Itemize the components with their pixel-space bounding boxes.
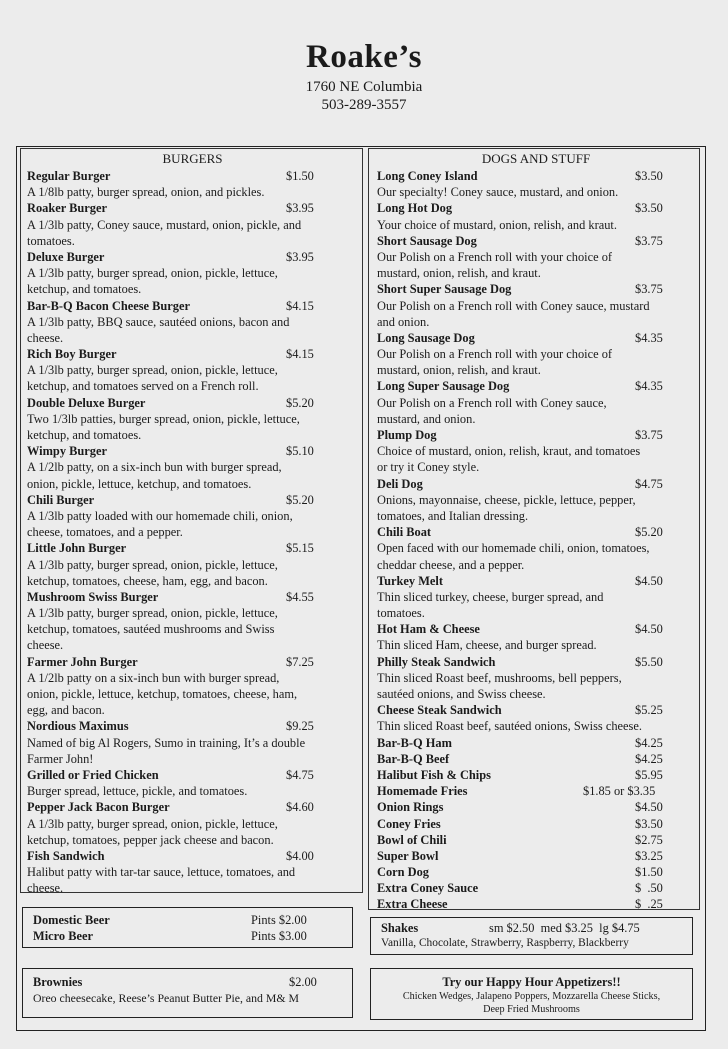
menu-item-name: Bowl of Chili bbox=[377, 832, 447, 847]
menu-item-description: Burger spread, lettuce, pickle, and tomatoes. bbox=[27, 784, 248, 799]
menu-item-header bbox=[27, 654, 358, 670]
menu-item-price: $4.25 bbox=[635, 751, 663, 766]
menu-item-price: $3.75 bbox=[635, 233, 663, 248]
menu-item-name: Short Sausage Dog bbox=[377, 233, 477, 248]
menu-item-header bbox=[27, 249, 358, 265]
menu-item bbox=[377, 735, 695, 751]
menu-item-name: Fish Sandwich bbox=[27, 848, 105, 863]
menu-item-description: Named of big Al Rogers, Sumo in training, It’s a double bbox=[27, 735, 306, 750]
menu-item-price: $3.95 bbox=[286, 201, 314, 216]
restaurant-phone: 503-289-3557 bbox=[321, 97, 407, 113]
menu-item-header bbox=[377, 735, 695, 751]
menu-item-description: Two 1/3lb patties, burger spread, onion, pickle, lettuce, bbox=[27, 411, 300, 426]
menu-item-price: $4.00 bbox=[286, 848, 314, 863]
menu-item bbox=[27, 443, 358, 492]
menu-item-name: Short Super Sausage Dog bbox=[377, 282, 512, 297]
menu-item bbox=[377, 799, 695, 815]
menu-item-name: Extra Cheese bbox=[377, 897, 448, 912]
menu-item-description: A 1/2lb patty on a six-inch bun with burger spread, bbox=[27, 670, 280, 685]
menu-item-name: Farmer John Burger bbox=[27, 654, 138, 669]
menu-item-description: tomatoes. bbox=[377, 606, 425, 621]
micro-beer-row bbox=[33, 928, 342, 944]
menu-item-header bbox=[377, 848, 695, 864]
menu-item-description: cheese, tomatoes, and a pepper. bbox=[27, 525, 183, 540]
dogs-section bbox=[368, 148, 700, 910]
menu-item-header bbox=[27, 200, 358, 216]
menu-item bbox=[377, 880, 695, 896]
menu-item bbox=[27, 799, 358, 848]
burgers-section bbox=[20, 148, 363, 896]
shakes-flavors: Vanilla, Chocolate, Strawberry, Raspberry, Blackberry bbox=[381, 937, 629, 949]
happy-hour-box bbox=[370, 968, 693, 1020]
menu-item-price: $5.10 bbox=[286, 444, 314, 459]
menu-item-description: Thin sliced Roast beef, sautéed onions, Swiss cheese. bbox=[377, 719, 642, 734]
menu-item-price: $9.25 bbox=[286, 719, 314, 734]
restaurant-name: Roake’s bbox=[306, 39, 422, 75]
menu-item-price: $4.35 bbox=[635, 379, 663, 394]
menu-item-price: $1.85 or $3.35 bbox=[583, 784, 656, 799]
menu-item-price: $5.20 bbox=[635, 525, 663, 540]
menu-item-price: $5.95 bbox=[635, 767, 663, 782]
menu-item-header bbox=[377, 799, 695, 815]
menu-item-description: A 1/3lb patty, burger spread, onion, pickle, lettuce, bbox=[27, 363, 278, 378]
menu-item-price: $5.25 bbox=[635, 703, 663, 718]
menu-item-header bbox=[27, 540, 358, 556]
menu-item-name: Onion Rings bbox=[377, 800, 444, 815]
menu-item-description: ketchup, and tomatoes served on a French roll. bbox=[27, 379, 259, 394]
menu-item-header bbox=[377, 654, 695, 670]
menu-item-price: $4.50 bbox=[635, 622, 663, 637]
menu-item bbox=[377, 864, 695, 880]
menu-item-header bbox=[27, 848, 358, 864]
menu-item-price: $5.50 bbox=[635, 654, 663, 669]
menu-item-description: mustard, and onion. bbox=[377, 411, 476, 426]
menu-item bbox=[27, 492, 358, 541]
menu-item-description: Onions, mayonnaise, cheese, pickle, lettuce, pepper, bbox=[377, 492, 636, 507]
menu-item-name: Double Deluxe Burger bbox=[27, 395, 146, 410]
menu-item bbox=[27, 346, 358, 395]
menu-item-name: Long Sausage Dog bbox=[377, 330, 475, 345]
menu-item-price: $ .50 bbox=[635, 881, 663, 896]
menu-item-description: A 1/2lb patty, on a six-inch bun with burger spread, bbox=[27, 460, 282, 475]
restaurant-address: 1760 NE Columbia bbox=[305, 79, 423, 95]
menu-item-header bbox=[377, 427, 695, 443]
happy-hour-line1: Chicken Wedges, Jalapeno Poppers, Mozzarella Cheese Sticks, bbox=[402, 991, 661, 1002]
menu-item-description: Halibut patty with tar-tar sauce, lettuce, tomatoes, and bbox=[27, 865, 296, 880]
brownies-price: $2.00 bbox=[289, 975, 317, 989]
menu-item-price: $4.50 bbox=[635, 800, 663, 815]
menu-item-name: Bar-B-Q Bacon Cheese Burger bbox=[27, 298, 191, 313]
menu-item bbox=[377, 233, 695, 282]
menu-item-description: A 1/8lb patty, burger spread, onion, and pickles. bbox=[27, 185, 265, 200]
menu-item-description: onion, pickle, lettuce, ketchup, and tomatoes. bbox=[27, 476, 252, 491]
brownies-label: Brownies bbox=[33, 975, 83, 989]
shakes-prices: sm $2.50 med $3.25 lg $4.75 bbox=[489, 921, 640, 935]
menu-item-description: A 1/3lb patty, Coney sauce, mustard, onion, pickle, and bbox=[27, 217, 302, 232]
menu-item-price: $5.20 bbox=[286, 395, 314, 410]
menu-item-price: $4.60 bbox=[286, 800, 314, 815]
menu-item-description: Our Polish on a French roll with Coney sauce, mustard bbox=[377, 298, 650, 313]
menu-item-header bbox=[377, 767, 695, 783]
menu-item-name: Super Bowl bbox=[377, 848, 439, 863]
menu-item bbox=[27, 395, 358, 444]
brownies-row bbox=[33, 974, 342, 990]
menu-item-price: $3.75 bbox=[635, 282, 663, 297]
menu-item-name: Long Super Sausage Dog bbox=[377, 379, 510, 394]
menu-item-header bbox=[377, 832, 695, 848]
menu-item-description: Thin sliced Roast beef, mushrooms, bell peppers, bbox=[377, 670, 622, 685]
menu-item-name: Pepper Jack Bacon Burger bbox=[27, 800, 170, 815]
micro-beer-name: Micro Beer bbox=[33, 929, 93, 944]
menu-item-description: Thin sliced Ham, cheese, and burger spread. bbox=[377, 638, 597, 653]
menu-item-name: Grilled or Fried Chicken bbox=[27, 767, 159, 782]
menu-item-price: $3.50 bbox=[635, 201, 663, 216]
menu-item bbox=[377, 621, 695, 653]
menu-item-description: Our Polish on a French roll with your choice of bbox=[377, 249, 613, 264]
menu-item-description: Open faced with our homemade chili, onion, tomatoes, bbox=[377, 541, 650, 556]
menu-item bbox=[377, 281, 695, 330]
menu-item-description: mustard, onion, relish, and kraut. bbox=[377, 266, 541, 281]
menu-item-price: $4.75 bbox=[635, 476, 663, 491]
menu-item bbox=[377, 168, 695, 200]
menu-item-description: cheese. bbox=[27, 881, 64, 896]
happy-hour-title: Try our Happy Hour Appetizers!! bbox=[442, 975, 621, 989]
menu-item-header bbox=[27, 298, 358, 314]
menu-item-price: $7.25 bbox=[286, 654, 314, 669]
dogs-list bbox=[377, 168, 695, 913]
menu-item-description: A 1/3lb patty, burger spread, onion, pickle, lettuce, bbox=[27, 606, 278, 621]
menu-item-name: Chili Boat bbox=[377, 525, 432, 540]
menu-item-header bbox=[27, 168, 358, 184]
menu-item-price: $4.55 bbox=[286, 589, 314, 604]
menu-item-header bbox=[27, 346, 358, 362]
menu-item-header bbox=[377, 524, 695, 540]
menu-item bbox=[377, 330, 695, 379]
menu-item-description: onion, pickle, lettuce, ketchup, tomatoes, cheese, ham, bbox=[27, 687, 298, 701]
menu-item-price: $4.50 bbox=[635, 573, 663, 588]
menu-item-header bbox=[377, 281, 695, 297]
menu-item-name: Regular Burger bbox=[27, 169, 111, 183]
menu-item-header bbox=[377, 573, 695, 589]
menu-item-header bbox=[377, 378, 695, 394]
menu-item-header bbox=[377, 200, 695, 216]
menu-item-price: $4.25 bbox=[635, 735, 663, 750]
menu-item-price: $4.15 bbox=[286, 347, 314, 362]
menu-item-name: Deluxe Burger bbox=[27, 249, 105, 264]
menu-item bbox=[377, 767, 695, 783]
menu-item bbox=[377, 200, 695, 232]
menu-item-description: cheese. bbox=[27, 330, 64, 345]
menu-item-price: $5.15 bbox=[286, 541, 314, 556]
menu-item-name: Extra Coney Sauce bbox=[377, 881, 479, 896]
menu-item-description: A 1/3lb patty, burger spread, onion, pickle, lettuce, bbox=[27, 816, 278, 831]
menu-item bbox=[377, 848, 695, 864]
menu-item-price: $3.50 bbox=[635, 816, 663, 831]
menu-item bbox=[27, 589, 358, 654]
menu-item-description: ketchup, tomatoes, pepper jack cheese and bacon. bbox=[27, 832, 274, 847]
menu-item bbox=[27, 298, 358, 347]
menu-item-description: ketchup, tomatoes, sautéed mushrooms and Swiss bbox=[27, 622, 275, 637]
menu-item bbox=[377, 896, 695, 912]
menu-item-header bbox=[377, 896, 695, 912]
menu-item-price: $4.75 bbox=[286, 767, 314, 782]
menu-item-header bbox=[27, 589, 358, 605]
menu-item-header bbox=[27, 767, 358, 783]
menu-item-header bbox=[377, 702, 695, 718]
menu-item-description: A 1/3lb patty, BBQ sauce, sautéed onions, bacon and bbox=[27, 314, 290, 329]
menu-item-header bbox=[27, 799, 358, 815]
menu-item bbox=[377, 378, 695, 427]
menu-item bbox=[27, 249, 358, 298]
menu-item-description: Choice of mustard, onion, relish, kraut, and tomatoes bbox=[377, 444, 641, 459]
menu-item-price: $3.25 bbox=[635, 848, 663, 863]
menu-item-description: Thin sliced turkey, cheese, burger spread, and bbox=[377, 589, 604, 604]
menu-item-header bbox=[377, 816, 695, 832]
menu-item-header bbox=[377, 864, 695, 880]
menu-item-description: Our Polish on a French roll with your choice of bbox=[377, 347, 613, 362]
menu-item-description: cheese. bbox=[27, 638, 64, 653]
menu-item bbox=[377, 524, 695, 573]
menu-item bbox=[27, 540, 358, 589]
menu-item-name: Mushroom Swiss Burger bbox=[27, 589, 159, 604]
menu-item-name: Hot Ham & Cheese bbox=[377, 622, 480, 637]
menu-item-price: $4.35 bbox=[635, 330, 663, 345]
menu-item bbox=[377, 816, 695, 832]
menu-item bbox=[27, 654, 358, 719]
happy-hour-line2: Deep Fried Mushrooms bbox=[483, 1004, 580, 1015]
menu-item bbox=[377, 476, 695, 525]
menu-item-description: cheddar cheese, and a pepper. bbox=[377, 557, 525, 572]
menu-item-name: Halibut Fish & Chips bbox=[377, 767, 491, 782]
menu-item-description: tomatoes. bbox=[27, 233, 75, 248]
menu-item-description: or try it Coney style. bbox=[377, 460, 480, 475]
menu-item-description: Your choice of mustard, onion, relish, and kraut. bbox=[377, 217, 617, 232]
menu-item-description: mustard, onion, relish, and kraut. bbox=[377, 363, 541, 378]
menu-item-header bbox=[377, 621, 695, 637]
menu-item-name: Philly Steak Sandwich bbox=[377, 654, 496, 669]
domestic-beer-price: Pints $2.00 bbox=[251, 913, 307, 927]
menu-item-name: Corn Dog bbox=[377, 865, 429, 880]
menu-item-name: Long Coney Island bbox=[377, 169, 478, 183]
burgers-title: BURGERS bbox=[162, 151, 223, 166]
menu-item-price: $1.50 bbox=[635, 865, 663, 880]
beer-box bbox=[22, 907, 353, 948]
menu-item bbox=[377, 573, 695, 622]
menu-item-header bbox=[27, 492, 358, 508]
menu-item-price: $4.15 bbox=[286, 298, 314, 313]
menu-item-name: Bar-B-Q Beef bbox=[377, 751, 450, 766]
menu-item bbox=[27, 767, 358, 799]
burgers-list bbox=[27, 168, 358, 896]
menu-item-name: Cheese Steak Sandwich bbox=[377, 703, 502, 718]
menu-item-header bbox=[377, 330, 695, 346]
menu-item-name: Long Hot Dog bbox=[377, 201, 453, 216]
menu-header bbox=[0, 36, 728, 114]
menu-item-header bbox=[377, 233, 695, 249]
menu-item-price: $ .25 bbox=[635, 897, 663, 912]
menu-item-name: Coney Fries bbox=[377, 816, 441, 831]
menu-item-name: Nordious Maximus bbox=[27, 719, 129, 734]
menu-item-name: Deli Dog bbox=[377, 476, 423, 491]
shakes-label: Shakes bbox=[381, 921, 419, 935]
menu-item-header bbox=[27, 443, 358, 459]
menu-item-name: Bar-B-Q Ham bbox=[377, 735, 452, 750]
menu-item-header bbox=[377, 168, 695, 184]
menu-item-description: ketchup, and tomatoes. bbox=[27, 282, 142, 297]
menu-item-name: Wimpy Burger bbox=[27, 444, 107, 459]
menu-item-description: ketchup, and tomatoes. bbox=[27, 428, 142, 442]
menu-item-description: egg, and bacon. bbox=[27, 703, 105, 718]
menu-item-description: A 1/3lb patty, burger spread, onion, pickle, lettuce, bbox=[27, 266, 278, 281]
menu-item-description: and onion. bbox=[377, 314, 430, 329]
menu-item-description: ketchup, tomatoes, cheese, ham, egg, and bacon. bbox=[27, 573, 268, 588]
menu-item-name: Roaker Burger bbox=[27, 201, 107, 216]
menu-item-price: $3.50 bbox=[635, 169, 663, 183]
menu-item bbox=[27, 168, 358, 200]
menu-item-name: Homemade Fries bbox=[377, 784, 468, 799]
menu-item bbox=[27, 200, 358, 249]
menu-item-header bbox=[27, 718, 358, 734]
brownies-desc: Oreo cheesecake, Reese’s Peanut Butter Pie, and M& M bbox=[33, 991, 300, 1006]
menu-item-header bbox=[377, 783, 695, 799]
shakes-box bbox=[370, 917, 693, 955]
menu-item-name: Chili Burger bbox=[27, 492, 95, 507]
menu-item-header bbox=[377, 476, 695, 492]
micro-beer-price: Pints $3.00 bbox=[251, 929, 307, 944]
menu-item bbox=[377, 654, 695, 703]
menu-item bbox=[27, 848, 358, 897]
menu-item bbox=[377, 783, 695, 799]
menu-item-header bbox=[27, 395, 358, 411]
menu-item-description: Our Polish on a French roll with Coney sauce, bbox=[377, 395, 607, 410]
domestic-beer-row bbox=[33, 912, 342, 928]
menu-item-name: Little John Burger bbox=[27, 541, 127, 556]
menu-item-description: A 1/3lb patty loaded with our homemade chili, onion, bbox=[27, 508, 293, 523]
menu-item-price: $5.20 bbox=[286, 492, 314, 507]
menu-item-header bbox=[377, 880, 695, 896]
menu-item-name: Plump Dog bbox=[377, 428, 437, 442]
menu-item-description: Farmer John! bbox=[27, 751, 94, 766]
menu-item-price: $3.95 bbox=[286, 249, 314, 264]
menu-item-price: $2.75 bbox=[635, 832, 663, 847]
menu-item-name: Rich Boy Burger bbox=[27, 347, 117, 362]
menu-item-description: sautéed onions, and Swiss cheese. bbox=[377, 687, 546, 701]
menu-item-description: A 1/3lb patty, burger spread, onion, pickle, lettuce, bbox=[27, 557, 278, 572]
brownies-box bbox=[22, 968, 353, 1018]
menu-item-name: Turkey Melt bbox=[377, 573, 443, 588]
domestic-beer-name: Domestic Beer bbox=[33, 913, 110, 927]
menu-item-description: tomatoes, and Italian dressing. bbox=[377, 508, 529, 523]
menu-item-description: Our specialty! Coney sauce, mustard, and onion. bbox=[377, 185, 619, 200]
menu-item bbox=[377, 702, 695, 734]
menu-item bbox=[377, 751, 695, 767]
menu-item bbox=[377, 832, 695, 848]
menu-item-price: $3.75 bbox=[635, 428, 663, 442]
menu-item bbox=[27, 718, 358, 767]
menu-item-price: $1.50 bbox=[286, 169, 314, 183]
menu-item-header bbox=[377, 751, 695, 767]
menu-item bbox=[377, 427, 695, 476]
dogs-title: DOGS AND STUFF bbox=[481, 151, 591, 166]
